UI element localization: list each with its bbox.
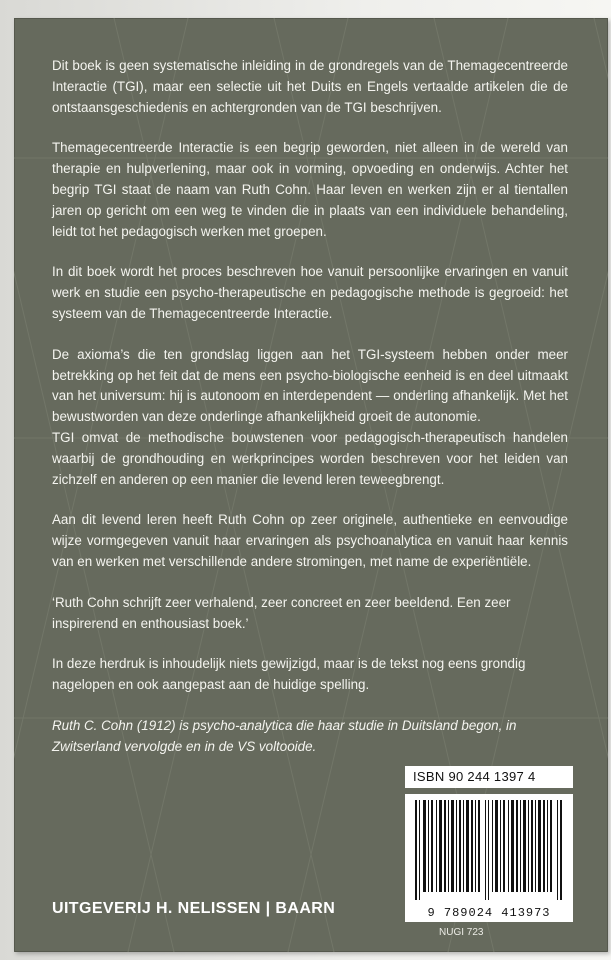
isbn-label: ISBN 90 244 1397 4 xyxy=(405,766,573,788)
back-cover xyxy=(14,18,608,952)
paragraph-reprint: In deze herdruk is inhoudelijk niets gewijzigd, maar is de tekst nog eens grondig nagelopen en ook aangepast aan de huidige spelling. xyxy=(52,656,526,693)
barcode-digits: 9 789024 413973 xyxy=(427,906,551,920)
barcode xyxy=(405,794,573,922)
paragraph-process: In dit boek wordt het proces beschreven hoe vanuit persoonlijke ervaringen en vanuit werk en studie een psycho-therapeutische en pedagogische methode is gegroeid: het systeem van de Themagecentreerde Interactie. xyxy=(52,264,568,321)
paragraph-author-bio: Ruth C. Cohn (1912) is psycho-analytica die haar studie in Duitsland begon, in Zwitserland vervolgde en in de VS voltooide. xyxy=(52,717,517,754)
description-text xyxy=(52,56,568,778)
publisher-name: UITGEVERIJ H. NELISSEN | BAARN xyxy=(52,900,336,917)
paragraph-axioms: De axioma’s die ten grondslag liggen aan het TGI-systeem hebben onder meer betrekking op het feit dat de mens een psycho-biologische eenheid is en deel uitmaakt van het universum: hij is autonoom en interdependent — onderling afhankelijk. Met het bewustworden van deze onderlinge afhankelijkheid groeit de autonomie. xyxy=(52,346,568,425)
barcode-bars xyxy=(415,800,563,900)
paragraph-building-blocks: TGI omvat de methodische bouwstenen voor pedagogisch-therapeutisch handelen waarbij de grondhouding en werkprincipes worden beschreven voor het leiden van zichzelf en anderen op een manier die levend leren teweegbrengt. xyxy=(52,429,568,487)
paragraph-quote: ‘Ruth Cohn schrijft zeer verhalend, zeer concreet en zeer beeldend. Een zeer inspirerend en enthousiast boek.’ xyxy=(52,594,511,631)
nugi-code: NUGI 723 xyxy=(439,927,484,938)
barcode-panel xyxy=(405,766,573,944)
paragraph-living-learning: Aan dit levend leren heeft Ruth Cohn op zeer originele, authentieke en eenvoudige wijze vormgegeven vanuit haar ervaringen als psychoanalytica en vanuit haar kennis van en werken met verschillende andere stromingen, met name de experiëntiële. xyxy=(52,512,568,569)
paragraph-intro: Dit boek is geen systematische inleiding in de grondregels van de Themagecentreerde Interactie (TGI), maar een selectie uit het Duits en Engels vertaalde artikelen die de ontstaansgeschiedenis en achtergronden van de TGI beschrijven. xyxy=(52,58,568,115)
paragraph-about-tgi: Themagecentreerde Interactie is een begrip geworden, niet alleen in de wereld van therapie en hulpverlening, maar ook in vorming, opvoeding en onderwijs. Achter het begrip TGI staat de naam van Ruth Cohn. Haar leven en werken zijn er al tientallen jaren op gericht om een weg te vinden die in plaats van een individuele behandeling, leidt tot het pedagogisch werken met groepen. xyxy=(52,140,568,239)
